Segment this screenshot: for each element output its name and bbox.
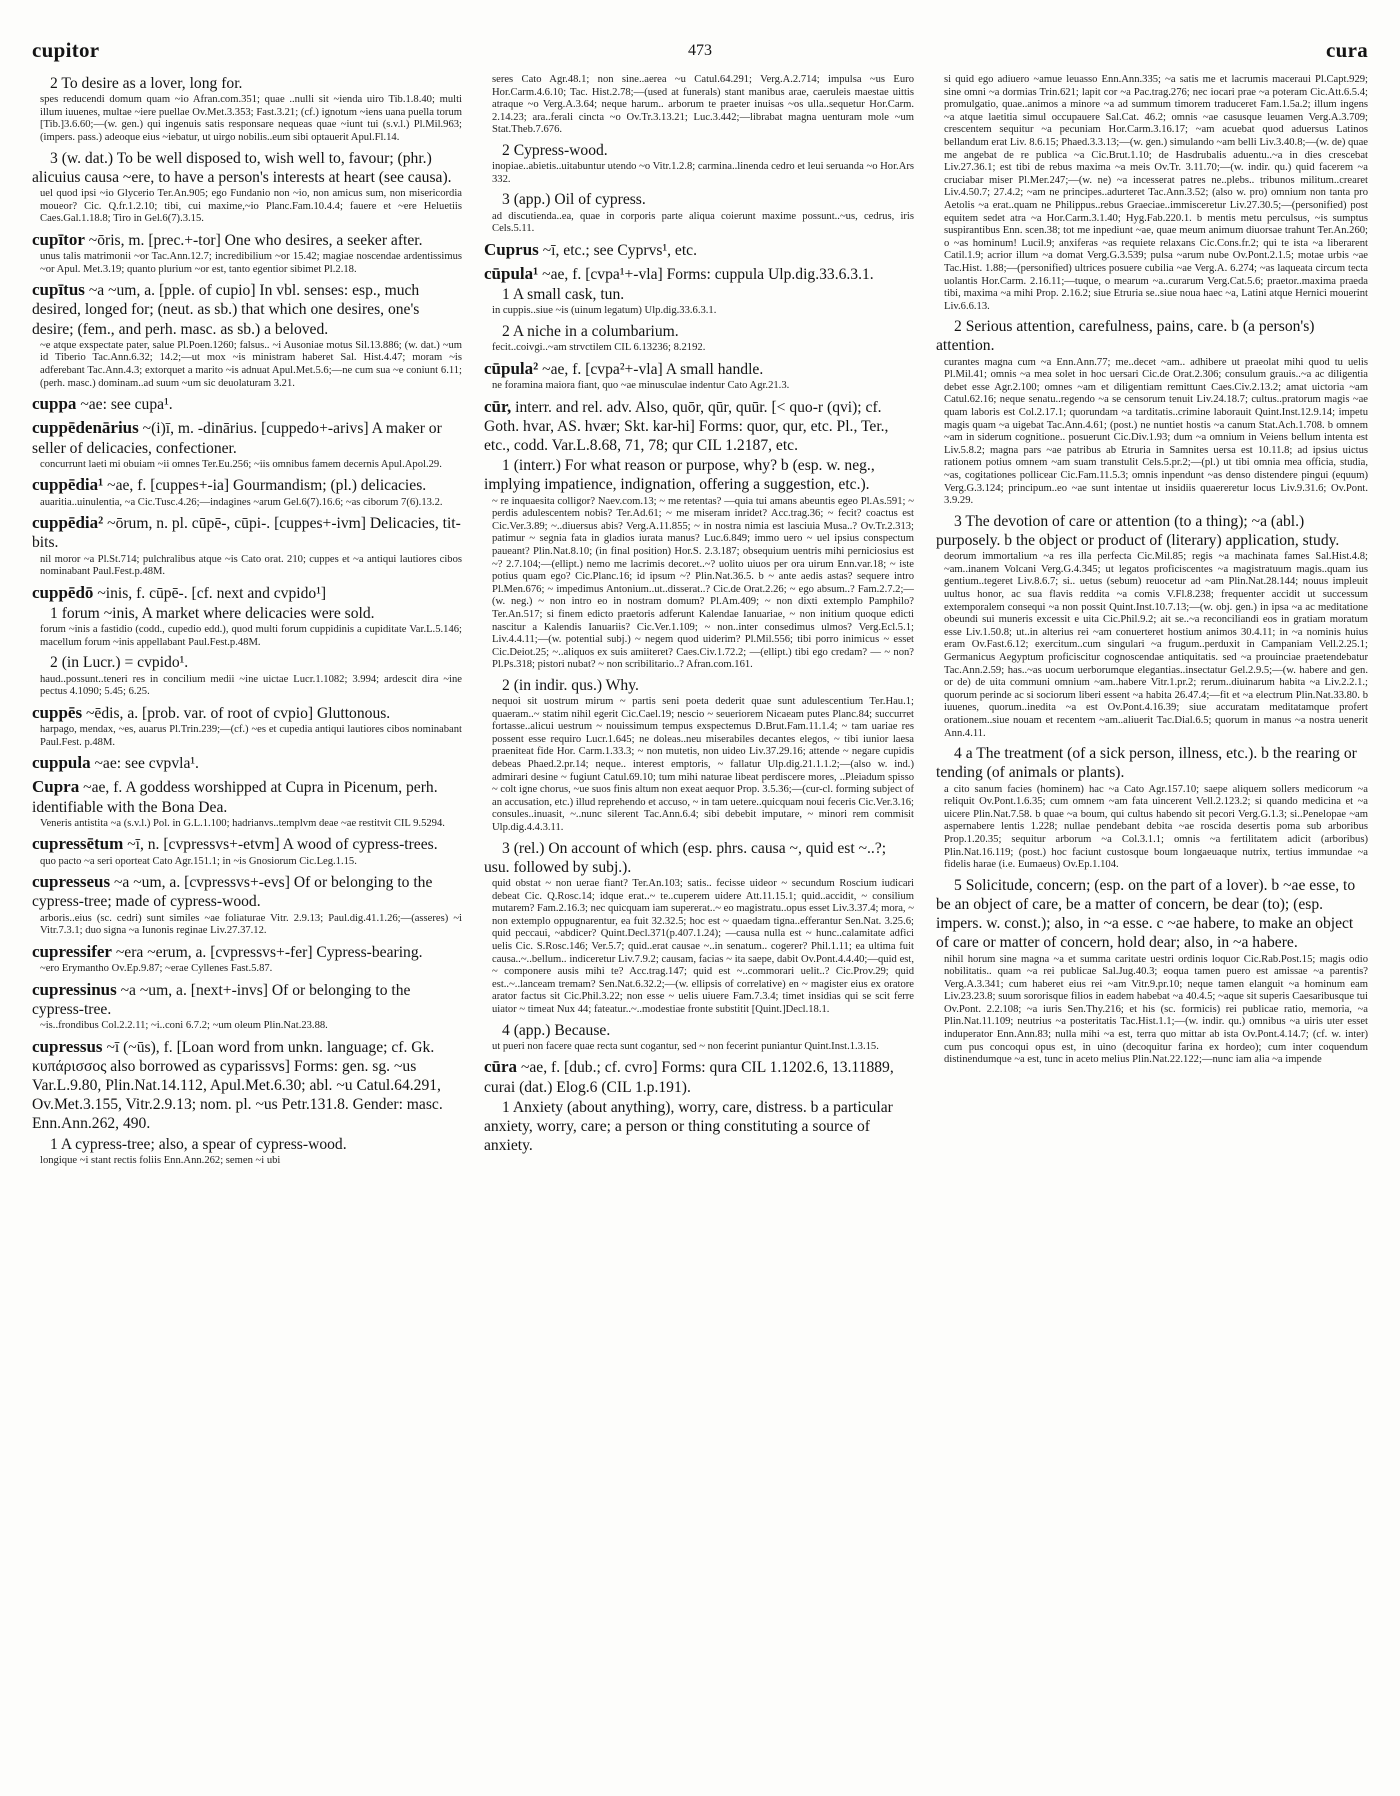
- sense-definition: 4 (app.) Because.: [502, 1021, 611, 1039]
- citation-text: curantes magna cum ~a Enn.Ann.77; me..decet ~am.. adhibere ut praeolat mihi quod tu uelis Pl.Mil.41; omnis ~a mea solet in hoc uersari Cic.de Orat.2.306; consulum grauis..~a ac diligentia debet esse Agr.2.100; omnes ~am et diligentiam remittunt Caes.Civ.2.13.2; amat uictoria ~am Catul.62.16; neque senatu..regendo ~a se censorum tenuit Liv.24.18.7; cultus..pratorum magis ~ae quam laboris est Col.2.17.1; quorundam ~a tarditatis..crimine laborauit Quint.Inst.12.9.14; impetu magis quam ~a uigebat Tac.Ann.4.61; (post.) ne nuntiet hostis ~a canum Stat.Ach.1.708. b omnem ~am in siderum cognitione.. posuerunt Cic.Div.1.93; dum ~a omnium in Veiens bellum intenta est Liv.5.8.2; magna pars ~ae patribus ab Etruria in Samnites uersa est 10.11.8; ad ipsius uictus rationem potius omnem ~am suam transtulit Cels.5.pr.2;—(pl.) ut tibi omnia mea officia, studia, ~as, cogitationes pollicear Cic.Fam.11.5.3; omnis inpendunt ~as denso distendere pingui (equum) Verg.G.3.124; principum..eo ~ae sunt intentae ut insidiis quaereretur locus Liv.9.31.6; Ov.Pont. 3.9.29.: [944, 356, 1368, 507]
- citation-text: nil moror ~a Pl.St.714; pulchralibus atque ~is Cato orat. 210; cuppes et ~a antiqui lautiores cibos nominabant Paul.Fest.p.48M.: [40, 553, 462, 578]
- dictionary-entry: [32, 703, 462, 749]
- sense-definition: 4 a The treatment (of a sick person, illness, etc.). b the rearing or tending (of animals or plants).: [936, 745, 1357, 782]
- dictionary-entry: [32, 583, 462, 699]
- sense-definition: 1 (interr.) For what reason or purpose, why? b (esp. w. neg., implying impatience, indignation, offering a suggestion, etc.).: [484, 457, 875, 494]
- headword: cuppēdenārius: [32, 418, 139, 438]
- sense-definition: 3 (w. dat.) To be well disposed to, wish well to, favour; (phr.) alicuius causa ~ere, to have a person's interests at heart (see causa).: [32, 149, 452, 186]
- dictionary-entry: [32, 834, 462, 868]
- citation-text: concurrunt laeti mi obuiam ~ii omnes Ter.Eu.256; ~iis omnibus famem decernis Apul.Apol.29.: [40, 458, 442, 470]
- column-2: [484, 74, 914, 1780]
- dictionary-entry: [32, 872, 462, 938]
- dictionary-entry: [32, 1037, 462, 1168]
- headword: cupressifer: [32, 941, 112, 961]
- citation-text: a cito sanum facies (hominem) hac ~a Cato Agr.157.10; saepe aliquem sollers medicorum ~a reliquit Ov.Pont.1.6.35; cum omnem ~am fata uincerent Vell.2.123.2; si quando medicina et ~a uicere Plin.Nat.7.58. b quae ~a boum, qui cultus habendo sit pecori Verg.G.1.3; si..Penelopae ~am aspernabere lentis 1.228; nullae pendebant debita ~ae roscida desertis poma sub arboribus Prop.1.20.35; sequitur arborum ~a Col.3.1.1; omnis ~a fertilitatem adicit (arboribus) Plin.Nat.16.119; (post.) hoc faciunt custosque boum longaeuaque nutrix, tertius immundae ~a fidelis harae (i.e. Eumaeus) Ov.Ep.1.104.: [944, 783, 1368, 871]
- entry-headline: cūr, interr. and rel. adv. Also, quōr, qūr, quūr. [< quo-r (qvi); cf. Goth. hvar, AS. hvær; Skt. kar-hi] Forms: quor, qur, etc. Pl., Ter., etc., codd. Var.L.8.68, 71, 78; qur CIL 1.2187, etc.: [484, 396, 889, 454]
- citation-text: auaritia..uinulentia, ~a Cic.Tusc.4.26;—indagines ~arum Gel.6(7).16.6; ~as ciborum 7(6).13.2.: [40, 496, 443, 508]
- sense-definition: 2 A niche in a columbarium.: [502, 322, 679, 340]
- entry-headline: cupressus ~ī (~ūs), f. [Loan word from unkn. language; cf. Gk. κυπάρισσος also borrowed as cyparissvs] Forms: gen. sg. ~us Var.L.9.80, Plin.Nat.14.112, Apul.Met.6.30; abl. ~u Catul.64.291, Ov.Met.3.155, Vitr.2.9.13; nom. pl. ~us Petr.131.8. Gender: masc. Enn.Ann.262, 490.: [32, 1036, 443, 1133]
- sense-definition: 5 Solicitude, concern; (esp. on the part of a lover). b ~ae esse, to be an object of care, be a matter of concern, be dear (to); (esp. impers. w. const.); also, in ~a esse. c ~ae habere, to make an object of care or matter of concern, hold dear; also, in ~a habere.: [936, 876, 1356, 952]
- dictionary-entry: [32, 280, 462, 390]
- sense-definition: 2 Cypress-wood.: [502, 141, 608, 159]
- entry-headline: cupītor ~ōris, m. [prec.+-tor] One who desires, a seeker after.: [32, 229, 423, 249]
- entry-headline: Cuprus ~ī, etc.; see Cyprvs¹, etc.: [484, 239, 697, 259]
- headword: Cuprus: [484, 239, 539, 259]
- citation-text: ad discutienda..ea, quae in corporis parte aliqua coierunt maxime possunt..~us, cedrus, iris Cels.5.11.: [492, 210, 914, 235]
- entry-headline: cuppēdenārius ~(i)ī, m. -dinārius. [cuppedo+-arivs] A maker or seller of delicacies, confectioner.: [32, 418, 442, 457]
- headword: cuppula: [32, 753, 91, 773]
- sense-definition: 2 To desire as a lover, long for.: [50, 75, 243, 92]
- dictionary-entry: [484, 240, 914, 260]
- sense-definition: 1 Anxiety (about anything), worry, care, distress. b a particular anxiety, worry, care; a person or thing constituting a source of anxiety.: [484, 1098, 893, 1155]
- citation-text: longique ~i stant rectis foliis Enn.Ann.262; semen ~i ubi: [40, 1154, 281, 1166]
- headword: cūra: [484, 1057, 518, 1077]
- column-3: [936, 74, 1368, 1780]
- citation-text: ~ re inquaesita colligor? Naev.com.13; ~ me retentas? —quia tui amans abeuntis egeo Pl.As.591; ~ perdis adulescentem nobis? Ter.Ad.61; ~ me miseram inridet? Acc.trag.36; ~ fecit? coactus est Cic.Ver.3.89; ~..diuersus abis? Verg.A.11.855; ~ in nostra nimia est lasciuia Musa..? Ov.Tr.2.313; patimur ~ segnia fata in gladios iurata manus? Luc.6.849; immo uero ~ uel ipsius conspectum paueant? Plin.Nat.8.10; (in final position) Hor.S. 2.3.187; obsequium uentris mihi perniciosius est ~? 2.7.104;—(ellipt.) nemo me lacrimis decoret..~? uolito uiuos per ora uirum Enn.var.18; ~ iste potius quam ego? Cic.Planc.16; id ipsum ~? Plin.Nat.36.5. b ~ ante aedis astas? sequere intro Pl.Men.676; ~ impedimus Antonium..ut..disserat..? Cic.de Orat.2.26; ~ ego absum..? Fam.2.7.2;—(w. neg.) ~ non intro eo in nostram domum? Pl.Am.409; ~ non dixti extemplo Pamphilo? Ter.An.517; si finem edicto praetoris adferunt Kalendae Ianuariae, ~ non initium quoque edicti nascitur a Kalendis Ianuariis? Cic.Ver.1.109; ~ non..inter consedimus ulmos? Verg.Ecl.5.1; Liv.4.4.11;—(w. potential subj.) ~ negem quod uiderim? Pl.Mil.556; tibi porro inimicus ~ esset Cic.Deiot.25; ~..aliquos ex suis amiiteret? Caes.Civ.1.72.2; —(ellipt.) tibi ego credam? — ~ non? Pl.Ps.318; pistori nubat? ~ non scribilitario..? Afran.com.161.: [492, 495, 914, 671]
- page-number: 473: [688, 42, 712, 59]
- guide-word-right: cura: [1325, 38, 1368, 62]
- entry-headline: Cupra ~ae, f. A goddess worshipped at Cupra in Picenum, perh. identifiable with the Bona Dea.: [32, 777, 438, 816]
- headword: cupressus: [32, 1036, 103, 1056]
- page-header: [32, 38, 1368, 68]
- dictionary-entry: [32, 230, 462, 276]
- guide-word-left: cupitor: [32, 38, 100, 62]
- sense-definition: 2 (in indir. qus.) Why.: [502, 676, 639, 694]
- citation-text: seres Cato Agr.48.1; non sine..aerea ~u Catul.64.291; Verg.A.2.714; impulsa ~us Euro Hor.Carm.4.6.10; Tac. Hist.2.78;—(used at funerals) stant manibus arae, caeruleis maestae uittis atraque ~o Verg.A.3.64; neque harum.. arborum te praeter inuisas ~os ulla..sequetur Hor.Carm. 2.14.23; ara..ferali cincta ~o Ov.Tr.3.13.21; Luc.3.442;—librabat magna uenturam mole ~um Stat.Theb.7.676.: [492, 74, 914, 136]
- dictionary-entry: [32, 753, 462, 773]
- sense-definition: 2 (in Lucr.) = cvpido¹.: [50, 654, 189, 672]
- headword: cuppa: [32, 394, 77, 414]
- dictionary-entry: [32, 418, 462, 471]
- citation-text: ne foramina maiora fiant, quo ~ae minusculae indentur Cato Agr.21.3.: [492, 379, 790, 391]
- citation-text: nequoi sit uostrum mirum ~ partis seni poeta dederit quae sunt adulescentium Ter.Hau.1; quaeram..~ statim nihil egerit Cic.Cael.19; nescio ~ seueriorem Nicaeam putes Planc.84; succurret fortasse..alicui uestrum ~ nouissimum tempus exspectemus D.Brut.Fam.11.1.4; ~ tam uariae res possent esse requiro Lucr.1.645; ne doleas..neu miserabiles decantes elegos, ~ tibi iunior laesa praeniteat fide Hor. Carm.1.33.3; ~ non mutetis, non uideo Liv.37.29.16; attende ~ negare cupidis debeas Phaed.2.pr.14; neque.. interest emptoris, ~ fallatur Ulp.dig.21.1.1.2;—(also w. ind.) admirari desine ~ fugiunt Catul.69.10; tum mihi naturae libeat perdiscere mores, ..Pleiadum spisso ~ colt igne chorus, ~ue suos finis altum non exeat aequor Prop. 3.5.36;—(cur-cl. forming subject of an accusation, etc.) illud reprehendo et accuso, ~ in tam uetere..quicquam noui feceris Cic.Ver.3.16; consules..inuasit, ~..nunc silerent Tac.Ann.6.4; sibi debebit imputare, ~ minori rem commisit Ulp.dig.4.4.3.11.: [492, 696, 914, 834]
- citation-text: spes reducendi domum quam ~io Afran.com.351; quae ..nulli sit ~ienda uiro Tib.1.8.40; multi illum iuuenes, multae ~iere puellae Ov.Met.3.353; Fast.3.21; (cf.) ignotum ~iens uana puella torum [Tib.]3.6.60;—(w. gen.) qui ingenuis satis responsare nequeas quae ~iunt tui (s.v.l.) Pl.Mil.963; (impers. pass.) adeoque eius ~iebatur, ut uirgo nobilis..eum sibi optauerit Apul.Fl.14.: [40, 94, 462, 143]
- headword: cuppēdia¹: [32, 475, 104, 495]
- entry-headline: cūra ~ae, f. [dub.; cf. cvro] Forms: qura CIL 1.1202.6, 13.11889, curai (dat.) Elog.6 (CIL 1.p.191).: [484, 1057, 894, 1096]
- dictionary-entry: [32, 475, 462, 509]
- headword: cupītor: [32, 229, 85, 249]
- entry-headline: cūpula² ~ae, f. [cvpa²+-vla] A small handle.: [484, 358, 764, 378]
- sense-definition: 2 Serious attention, carefulness, pains, care. b (a person's) attention.: [936, 318, 1315, 355]
- entry-headline: cūpula¹ ~ae, f. [cvpa¹+-vla] Forms: cuppula Ulp.dig.33.6.3.1.: [484, 263, 874, 283]
- citation-text: ~e atque exspectate pater, salue Pl.Poen.1260; falsus.. ~i Ausoniae motus Sil.13.886; (w. dat.) ~um id Tiberio Tac.Ann.6.32; 14.2;—ut mox ~is ministram haberet Sal. Hist.4.47; moram ~is adferebant Tac.Ann.4.3; extorquet a marito ~is adnuat Apul.Met.5.6;—ne cum sua ~e coniunt 6.11; (perh. masc.) dominam..ad suum ~um sic deuolaturam 3.21.: [40, 339, 462, 389]
- entry-headline: cupressifer ~era ~erum, a. [cvpressvs+-fer] Cypress-bearing.: [32, 941, 423, 961]
- citation-text: fecit..coivgi..~am strvctilem CIL 6.13236; 8.2192.: [492, 342, 706, 354]
- entry-headline: cuppula ~ae: see cvpvla¹.: [32, 753, 199, 773]
- citation-text: deorum immortalium ~a res illa perfecta Cic.Mil.85; regis ~a machinata fames Sal.Hist.4.8; ~am..inanem Volcani Verg.G.4.345; ut legatos proficiscentes ~a magistratuum magis..quam ius gentium..tegeret Liv.8.6.7; si.. uetus (sebum) reuocetur ad ~am Plin.Nat.28.144; nouus impleuit uultus honor, ac sua flavis reddita ~a comis V.Fl.8.238; frequenter accidit ut successum extemporalem consequi ~a non possit Quint.Inst.10.7.13;—(w. obj. gen.) in ipsa ~a ac meditatione obeundi sui muneris excessit e uita Cic.Phil.9.2; ait se..~a reconciliandi eos in gratiam moratum esse Liv.1.50.8; ut..in alterius rei ~am conuerteret hostium animos 30.4.11; in ~a nominis huius eram Ov.Fast.6.12; exercitum..cum singulari ~a frugum..perduxit in Campaniam Vell.2.25.1; Germanicus Aegyptum proficiscitur cognoscendae antiquitatis. sed ~a prouinciae praetendebatur Tac.Ann.2.59; has..~as uocum uerborumque elegantias..insectatur Gel.2.9.5;—(w. habere and gen. or de) de uita communi omnium ~am..habere Vitr.1.pr.2; rerum..diuinarum habita ~a Liv.2.2.1.; quorum perinde ac si sociorum liberi essent ~a habita 26.47.4;—fit et ~a electrum Plin.Nat.33.80. b iuuenes, quorum..inedita ~a est Ov.Pont.4.16.39; siue accuratam meditatamque profert orationem..siue nouam et recentem ~am..aliuerit Tac.Dial.6.5; quorum in manus ~a nostra uenerit Ann.4.11.: [944, 551, 1368, 739]
- entry-headline: cupresseus ~a ~um, a. [cvpressvs+-evs] Of or belonging to the cypress-tree; made of cypress-wood.: [32, 872, 433, 911]
- entry-headline: cuppēdia² ~ōrum, n. pl. cūpē-, cūpi-. [cuppes+-ivm] Delicacies, tit-bits.: [32, 513, 461, 552]
- dictionary-entry: [32, 513, 462, 579]
- citation-text: ut pueri non facere quae recta sunt cogantur, sed ~ non fecerint puniantur Quint.Inst.1.3.15.: [492, 1040, 879, 1052]
- headword: cuppēs: [32, 702, 83, 722]
- headword: cupītus: [32, 280, 85, 300]
- headword: cūpula²: [484, 358, 539, 378]
- headword: cupressinus: [32, 979, 117, 999]
- column-1: [32, 74, 462, 1780]
- citation-text: harpago, mendax, ~es, auarus Pl.Trin.239;—(cf.) ~es et cupedia antiqui lautiores cibos nominabant Paul.Fest. p.48M.: [40, 723, 462, 748]
- headword: cūr,: [484, 396, 512, 416]
- citation-text: unus talis matrimonii ~or Tac.Ann.12.7; incredibilium ~or 15.42; magiae noscendae ardentissimus ~or Apul. Met.3.19; quanto plurium ~or est, tanto egentior sibimet Pl.2.18.: [40, 250, 462, 275]
- entry-headline: cuppa ~ae: see cupa¹.: [32, 394, 173, 414]
- headword: Cupra: [32, 777, 80, 797]
- sense-definition: 1 A small cask, tun.: [502, 286, 625, 304]
- dictionary-entry: [32, 980, 462, 1033]
- dictionary-entry: [32, 394, 462, 414]
- citation-text: inopiae..abietis..uitabuntur utendo ~o Vitr.1.2.8; carmina..linenda cedro et leui seruanda ~o Hor.Ars 332.: [492, 161, 914, 185]
- citation-text: in cuppis..siue ~is (uinum legatum) Ulp.dig.33.6.3.1.: [492, 305, 717, 317]
- citation-text: forum ~inis a fastidio (codd., cupedio edd.), quod multi forum cuppidinis a cupiditate Var.L.5.146; macellum forum ~inis appellabant Paul.Fest.p.48M.: [40, 624, 462, 648]
- dictionary-entry: [484, 1057, 914, 1155]
- dictionary-entry: [484, 359, 914, 393]
- citation-text: quo pacto ~a seri oporteat Cato Agr.151.1; in ~is Gnosiorum Cic.Leg.1.15.: [40, 855, 357, 867]
- citation-text: haud..possunt..teneri res in concilium medii ~ine uictae Lucr.1.1082; 3.994; ardescit dira ~ine pectus 4.1090; 5.45; 6.25.: [40, 673, 462, 698]
- dictionary-entry: [936, 74, 1368, 1067]
- citation-text: ~ero Erymantho Ov.Ep.9.87; ~erae Cyllenes Fast.5.87.: [40, 962, 273, 974]
- entry-headline: cupītus ~a ~um, a. [pple. of cupio] In vbl. senses: esp., much desired, longed for; (neut. as sb.) that which one desires, one's desire; (fem., and perh. masc. as sb.) a beloved.: [32, 280, 420, 338]
- citation-text: nihil horum sine magna ~a et summa caritate uestri ordinis loquor Cic.Rab.Post.15; magis odio nobilitatis.. quam ~a rei publicae Sal.Jug.40.3; eoqua tamen puero est amissae ~a parentis? Verg.A.3.341; cum haberet eius rei ~am Vitr.9.pr.10; neque tamen elanguit ~a hominum eam Liv.23.23.8; suum sororisque filios in eadem habebat ~a 40.4.5; ~aque sit superis Caesaribusque tui Ov.Pont. 2.2.108; ~a iuris Sen.Thy.216; et his (sc. formicis) rei publicae ratio, memoria, ~a Plin.Nat.11.109; neutrius ~a posteritatis Tac.Hist.1.1;—(w. indir. qu.) omnibus ~a uiris uter esset induperator Enn.Ann.83; nulla mihi ~a est, terra quo mittar ab ista Ov.Pont.4.14.7; (cf. w. inter) cum pus concoqui opus est, in uino (decoquitur farina ex hordeo); cum inter coquendum distinendumque ~a est, tunc in aceto melius Plin.Nat.22.122;—nunc iam alia ~a impende: [944, 953, 1368, 1066]
- dictionary-entry: [484, 74, 914, 236]
- citation-text: Veneris antistita ~a (s.v.l.) Pol. in G.L.1.100; hadrianvs..templvm deae ~ae restitvit CIL 9.5294.: [40, 817, 445, 829]
- sense-definition: 3 (rel.) On account of which (esp. phrs. causa ~, quid est ~..?; usu. followed by subj.).: [484, 839, 887, 876]
- entry-headline: cupressētum ~ī, n. [cvpressvs+-etvm] A wood of cypress-trees.: [32, 834, 438, 854]
- entry-headline: cuppēs ~ēdis, a. [prob. var. of root of cvpio] Gluttonous.: [32, 702, 391, 722]
- entry-headline: cuppēdia¹ ~ae, f. [cuppes+-ia] Gourmandism; (pl.) delicacies.: [32, 475, 427, 495]
- headword: cuppēdō: [32, 582, 94, 602]
- headword: cupresseus: [32, 872, 111, 892]
- dictionary-entry: [484, 397, 914, 1054]
- citation-text: quid obstat ~ non uerae fiant? Ter.An.103; satis.. fecisse uideor ~ secundum Roscium iudicari debeat Cic. Q.Rosc.14; idque erat..~ te..cuperem uidere Att.11.15.1; quid..accidit, ~ consilium mutarem? Fam.2.16.3; nec quicquam iam supererat..~ eo magistratu..opus esset Liv.3.37.4; mora, ~ non extemplo oppugnarentur, ea fuit 32.32.5; hoc est ~ quaedam tigna..efferantur Sen.Nat. 3.25.6; quid peccaui, ~abdicer? Quint.Decl.371(p.407.1.24); —causa nulla est ~ hunc..calamitate adfici uelis Cic. S.Rosc.146; Ver.5.7; quid..erat causae ~..in senatum.. cogerer? Phil.1.11; ea ultima fuit causa..~..bellum.. indiceretur Liv.7.9.2; causam, facias ~ ita saepe, dabit Ov.Pont.4.4.40;—quid est, ~ componere ausis mihi te? Acc.trag.147; quid est ~..commorari uelit..? Cic.Prov.29; quid est..~..lanceam tremam? Sen.Nat.6.32.2;—(w. ellipsis of correlative) en ~ magister eius ex oratore arator factus sit Cic.Phil.3.22; non esse ~ uelis uiuere Fam.7.3.4; timet insidias qui se scit ferre uiator ~ timeat Nux 44; fateatur..~..modestiae fronte substitit [Quint.]Decl.18.1.: [492, 878, 914, 1015]
- dictionary-entry: [484, 264, 914, 355]
- entry-headline: cuppēdō ~inis, f. cūpē-. [cf. next and cvpido¹]: [32, 582, 327, 602]
- dictionary-entry: [32, 777, 462, 830]
- entry-headline: cupressinus ~a ~um, a. [next+-invs] Of or belonging to the cypress-tree.: [32, 979, 411, 1018]
- citation-text: arboris..eius (sc. cedri) sunt similes ~ae foliaturae Vitr. 2.9.13; Paul.dig.41.1.26;—(asseres) ~i Vitr.7.3.1; duo signa ~a Iunonis reginae Liv.27.37.12.: [40, 912, 462, 937]
- headword: cūpula¹: [484, 263, 539, 283]
- citation-text: ~is..frondibus Col.2.2.11; ~i..coni 6.7.2; ~um oleum Plin.Nat.23.88.: [40, 1019, 328, 1031]
- dictionary-entry: [32, 942, 462, 976]
- sense-definition: 1 forum ~inis, A market where delicacies were sold.: [50, 604, 375, 622]
- sense-definition: 3 The devotion of care or attention (to a thing); ~a (abl.) purposely. b the object or product of (literary) application, study.: [936, 512, 1340, 550]
- sense-definition: 1 A cypress-tree; also, a spear of cypress-wood.: [50, 1135, 347, 1153]
- citation-text: si quid ego adiuero ~amue leuasso Enn.Ann.335; ~a satis me et lacrumis maceraui Pl.Capt.929; sine omni ~a dormias Trin.621; lapit cor ~a Pac.trag.276; nec iocari prae ~a poteram Cic.Att.6.5.4; promulgatio, quae..animos a minore ~a ad summum timorem traduceret Fam.1.5a.2; illum ingens ~a atque laetitia simul occupauere Sal.Cat. 46.2; omnis ~ae casusque leuamen Verg.A.3.709; crescentem sequitur ~a pecuniam Hor.Carm.3.16.17; ~am acuebat quod aduersus Latinos bellandum erat Liv. 8.6.15; Phaed.3.3.13;—(w. gen.) simulando ~am belli Liv.3.40.8;—(w. de) quae me angebat de re publica ~a Cic.Brut.1.10; de Hasdrubalis aduentu..~a in dies crescebat Liv.27.36.1; est tibi de rebus maxima ~a meis Ov.Tr. 3.11.70;—(w. indir. qu.) quid facerem ~a cruciabar miser Pl.Mer.247;—(w. ne) ~a incesserat patres ne..plebs.. tribunos militum..crearet Liv.4.50.7; 27.4.2; ~am ne principes..adurteret Tac.Ann.3.52; (also w. pro) omnium non tanta pro Aetolis ~a erat..quam ne Philippus..rebus Graeciae..immisceretur Liv.27.30.5;—(personified) post equitem sedet atra ~a Hor.Carm.3.1.40; Hyg.Fab.220.1. b mentis metu perculsus, ~is sumptus suspirantibus Enn. scen.38; tot me inpediunt ~ae, quae meum animum diuorsae trahunt Ter.An.260; o ~as hominum! Lucil.9; anxiferas ~as requiete relaxans Cic.Cons.fr.2; qui te ista ~a liberarent Catil.1.9; acrior illum ~a domat Verg.G.3.539; pulsa ~arum nube Ov.Pont.2.1.5; motae urbis ~ae Tac.Hist. 1.88;—(personified) ultrices posuere cubilia ~ae Verg.A. 6.274; ~as laqueata circum tecta uolantis Hor.Carm. 2.16.11;—tuque, o mearum ~a..curarum Verg.Cat.5.6; praetor..maxima praeda tibi, maxima ~a mihi Prop. 2.16.2; siue Etruria se..siue noua haec ~a, Latini atque Hernici mouerint Liv.6.6.13.: [944, 74, 1368, 312]
- headword: cuppēdia²: [32, 513, 104, 533]
- citation-text: uel quod ipsi ~io Glycerio Ter.An.905; ego Fundanio non ~io, non amicus sum, non misericordia moueor? Cic. Q.fr.1.2.10; tibi, cui maxime,~io Planc.Fam.10.4.4; fauere et ~ere Heluetiis Caes.Gal.1.18.8; Tiro in Gel.6(7).3.15.: [40, 187, 462, 225]
- sense-definition: 3 (app.) Oil of cypress.: [502, 191, 646, 209]
- dictionary-entry: [32, 74, 462, 226]
- headword: cupressētum: [32, 834, 124, 854]
